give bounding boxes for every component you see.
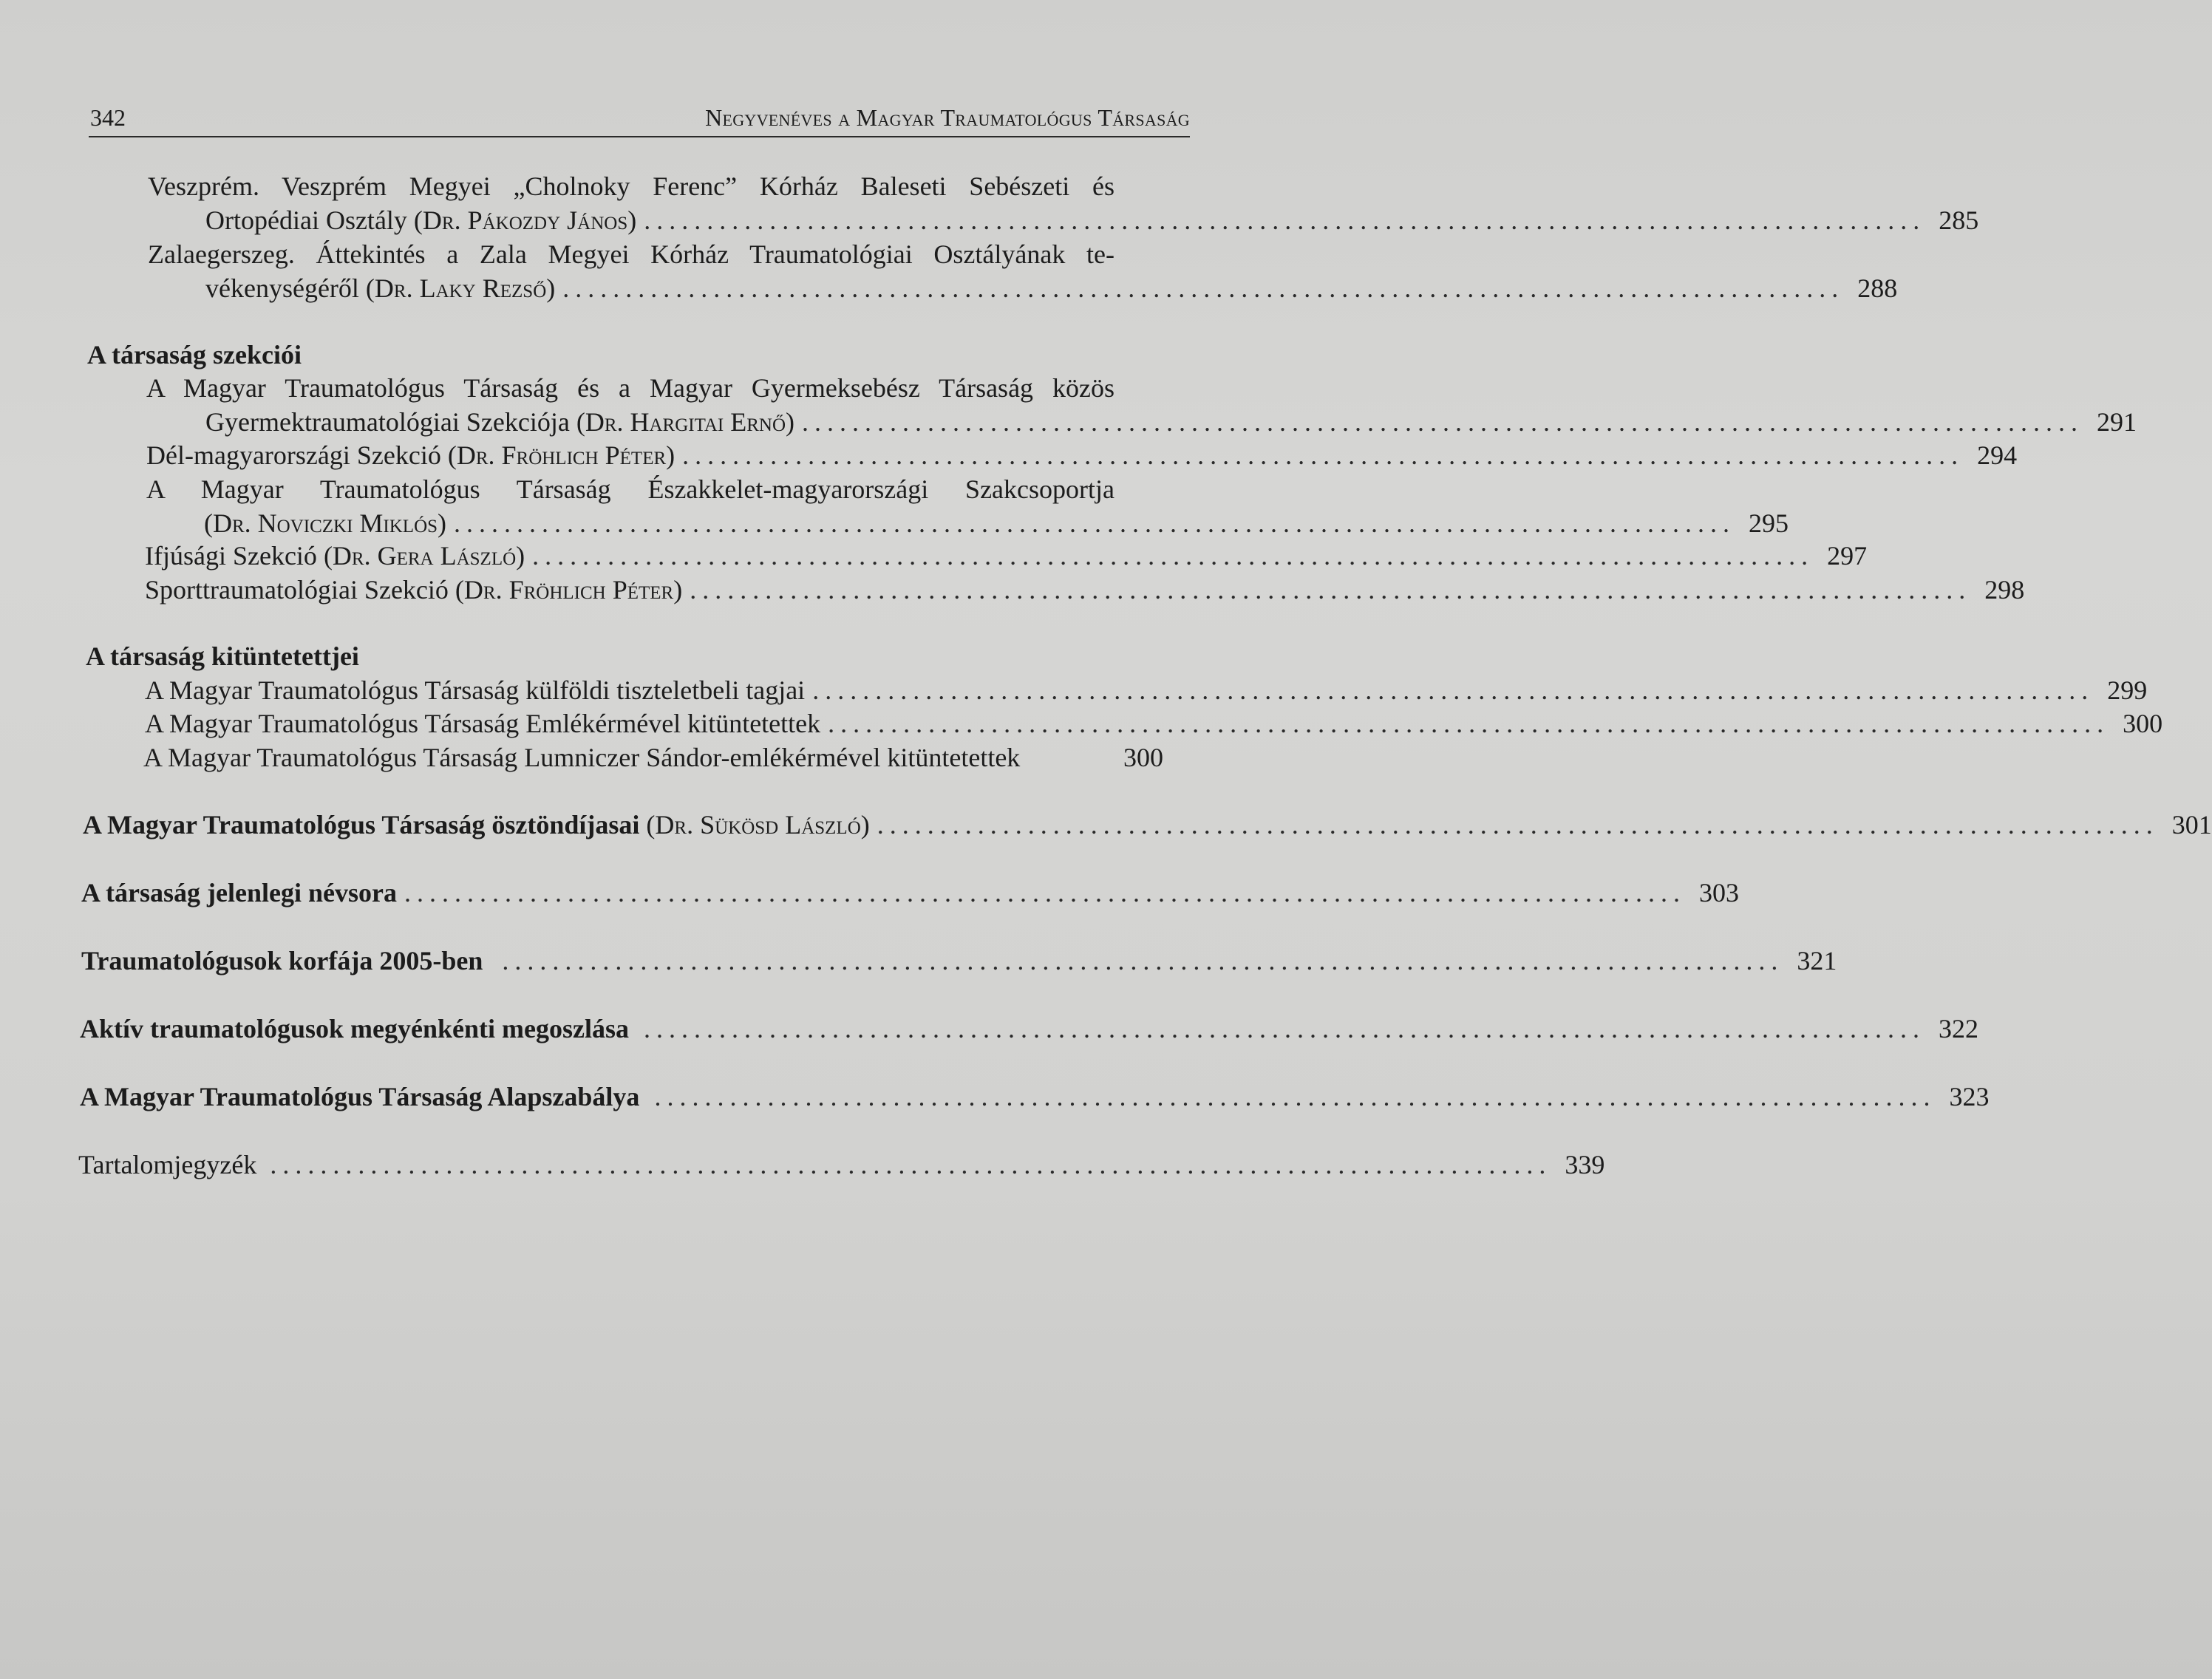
entry-title: A Magyar Traumatológus Társaság külföldi tiszteletbeli tagjai: [145, 675, 806, 705]
leader-dots: ......................................................................................................: [454, 508, 1736, 538]
toc-entry-text: [205, 406, 794, 438]
running-header: [89, 103, 1190, 137]
entry-title-line2: Gyermektraumatológiai Szekciója: [205, 407, 570, 437]
leader-dots: ......................................................................................................: [270, 1150, 1552, 1179]
leader-dots: ......................................................................................................: [812, 675, 2094, 705]
toc-entry-alapszabalya: [80, 1080, 1990, 1113]
entry-title: A Magyar Traumatológus Társaság ösztöndíjasai: [83, 810, 640, 839]
entry-page: 339: [1565, 1150, 1605, 1179]
entry-page: 300: [2123, 709, 2163, 738]
entry-title: A Magyar Traumatológus Társaság Alapszabálya: [80, 1082, 640, 1111]
toc-entry-korfaja: [81, 944, 1837, 977]
toc-entry-emlekerem: [145, 707, 2163, 740]
leader-dots: ......................................................................................................: [690, 575, 1972, 604]
entry-page: 299: [2107, 675, 2148, 705]
entry-title-line2: vékenységéről: [205, 273, 359, 303]
toc-entry-nevsora: [81, 876, 1739, 909]
entry-page: 301: [2171, 810, 2212, 839]
entry-page: 285: [1939, 205, 1979, 235]
leader-dots: ......................................................................................................: [404, 878, 1686, 907]
toc-entry-text: [145, 573, 682, 606]
toc-entry-veszprem: [205, 204, 1979, 236]
entry-page: 295: [1749, 508, 1789, 538]
entry-page: 300: [1123, 743, 1163, 772]
entry-title: A társaság jelenlegi névsora: [81, 878, 397, 907]
entry-author: (Dr. Gera László): [323, 541, 525, 571]
toc-entry-del: [146, 439, 2018, 471]
entry-author: (Dr. Laky Rezső): [365, 273, 556, 303]
toc-entry-zalaegerszeg: [205, 272, 1898, 304]
entry-page: 303: [1698, 878, 1739, 907]
entry-page: 323: [1949, 1082, 1990, 1111]
entry-page: 298: [1984, 575, 2025, 604]
entry-page: 291: [2097, 407, 2137, 437]
toc-entry-zalaegerszeg-line1: Zalaegerszeg. Áttekintés a Zala Megyei Kórház Traumatológiai Osztályának te-: [148, 239, 1114, 269]
toc-entry-text: [146, 439, 675, 471]
entry-title: A Magyar Traumatológus Társaság Lumniczer Sándor-emlékérmével kitüntetettek: [143, 743, 1021, 772]
toc-entry-lumniczer: [143, 741, 1163, 774]
toc-entry-gyermek: [205, 406, 2137, 438]
entry-title-line2: Ortopédiai Osztály: [205, 205, 407, 235]
toc-entry-text: [205, 272, 555, 304]
entry-page: 288: [1857, 273, 1898, 303]
toc-entry-gyermek-line1: A Magyar Traumatológus Társaság és a Magyar Gyermeksebész Társaság közös: [146, 373, 1114, 403]
toc-entry-sport: [145, 573, 2025, 606]
toc-entry-eszakkelet-line1: A Magyar Traumatológus Társaság Északkelet-magyarországi Szakcsoportja: [146, 474, 1114, 504]
leader-dots: ......................................................................................................: [802, 407, 2084, 437]
toc-entry-text: [205, 204, 636, 236]
leader-dots: ......................................................................................................: [532, 541, 1814, 571]
toc-entry-megoszlasa: [80, 1012, 1978, 1045]
entry-page: 321: [1797, 946, 1837, 975]
toc-entry-text: [83, 808, 870, 841]
leader-dots: ......................................................................................................: [502, 946, 1784, 975]
leader-dots: ......................................................................................................: [643, 1014, 1925, 1043]
entry-author: (Dr. Fröhlich Péter): [455, 575, 683, 604]
entry-title: Ifjúsági Szekció: [145, 541, 317, 571]
entry-page: 297: [1827, 541, 1868, 571]
entry-page: 322: [1938, 1014, 1978, 1043]
running-title: Negyvenéves a Magyar Traumatológus Társaság: [705, 104, 1190, 131]
entry-title: Aktív traumatológusok megyénkénti megoszlása: [80, 1014, 629, 1043]
entry-page: 294: [1977, 440, 2018, 470]
leader-dots: ......................................................................................................: [644, 205, 1926, 235]
leader-dots: ......................................................................................................: [654, 1082, 1936, 1111]
entry-author: (Dr. Noviczki Miklós): [204, 508, 447, 538]
entry-title: Dél-magyarországi Szekció: [146, 440, 441, 470]
leader-dots: ......................................................................................................: [828, 709, 2110, 738]
toc-entry-kulfoldi: [145, 674, 2148, 706]
entry-title: Tartalomjegyzék: [78, 1150, 257, 1179]
entry-author: (Dr. Hargitai Ernő): [576, 407, 795, 437]
leader-dots: ......................................................................................................: [877, 810, 2159, 839]
section-heading-kituntetettjei: A társaság kitüntetettjei: [86, 641, 359, 671]
toc-entry-eszakkelet: [204, 507, 1789, 539]
toc-entry-veszprem-line1: Veszprém. Veszprém Megyei „Cholnoky Ferenc” Kórház Baleseti Sebészeti és: [148, 171, 1114, 201]
entry-author: (Dr. Fröhlich Péter): [447, 440, 675, 470]
toc-entry-ifjusagi: [145, 539, 1868, 572]
toc-entry-osztondijasai: [83, 808, 2212, 841]
entry-title: Traumatológusok korfája 2005-ben: [81, 946, 483, 975]
entry-title: A Magyar Traumatológus Társaság Emlékérmével kitüntetettek: [145, 709, 821, 738]
leader-dots: ......................................................................................................: [682, 440, 1964, 470]
toc-entry-text: [145, 539, 525, 572]
page-number: 342: [90, 104, 126, 131]
entry-author: (Dr. Sükösd László): [646, 810, 870, 839]
entry-title: Sporttraumatológiai Szekció: [145, 575, 449, 604]
entry-author: (Dr. Pákozdy János): [413, 205, 637, 235]
toc-entry-tartalomjegyzek: [78, 1148, 1605, 1181]
section-heading-szekciok: A társaság szekciói: [87, 340, 302, 369]
leader-dots: ......................................................................................................: [562, 273, 1845, 303]
